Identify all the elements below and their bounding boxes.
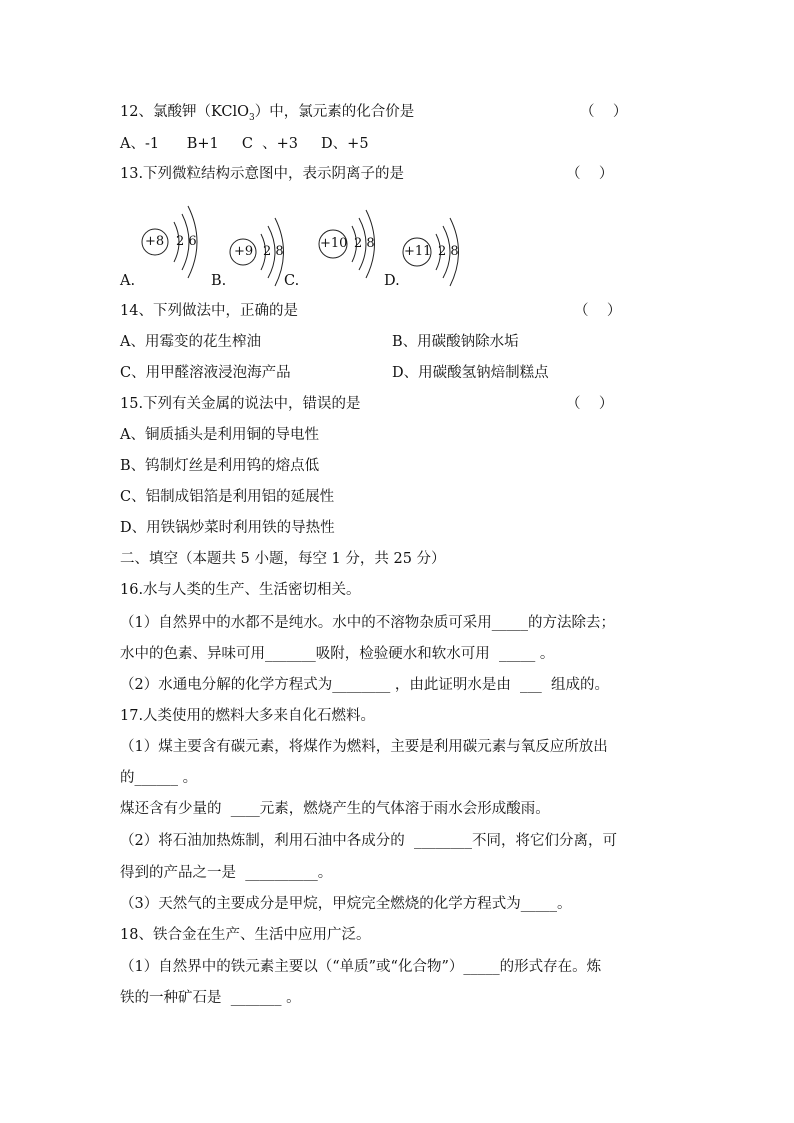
q15-option-d: D、用铁锅炒菜时利用铁的导热性 [120,520,335,536]
q18-line-2: 铁的一种矿石是 _______ 。 [120,990,301,1006]
q17-line-3: 煤还含有少量的 ____元素，燃烧产生的气体溶于雨水会形成酸雨。 [120,801,550,817]
q12-answer-paren: （ ） [580,104,628,120]
q14-stem: 14、下列做法中，正确的是 [120,303,298,319]
q12-stem: 12、氯酸钾（KClO$_3$）中，氯元素的化合价是 [120,104,415,123]
q15-answer-paren: （ ） [566,396,614,412]
option-b-label: B. [211,273,227,289]
atom-a-electrons: 2 6 [176,234,197,249]
q17-line-5: 得到的产品之一是 __________。 [120,865,333,881]
q16-line-1: （1）自然界中的水都不是纯水。水中的不溶物杂质可采用_____的方法除去； [120,615,615,631]
q14-option-d: D、用碳酸氢钠焙制糕点 [392,365,549,381]
atom-b-electrons: 2 8 [263,244,284,259]
q15-stem: 15.下列有关金属的说法中，错误的是 [120,396,361,412]
q17-line-1: （1）煤主要含有碳元素，将煤作为燃料，主要是利用碳元素与氧反应所放出 [120,739,608,755]
q17-line-2: 的______ 。 [120,770,198,786]
atom-a-nucleus-charge: +8 [145,234,165,249]
q14-option-a: A、用霉变的花生榨油 [120,334,261,350]
q16-line-3: （2）水通电分解的化学方程式为________ ，由此证明水是由 ___ 组成的。 [120,677,610,693]
q16-stem: 16.水与人类的生产、生活密切相关。 [120,582,361,598]
q17-line-6: （3）天然气的主要成分是甲烷，甲烷完全燃烧的化学方程式为_____。 [120,896,572,912]
q18-line-1: （1）自然界中的铁元素主要以（“单质”或“化合物”）_____的形式存在。炼 [120,959,602,975]
q15-option-b: B、钨制灯丝是利用钨的熔点低 [120,458,320,474]
section-2-heading: 二、填空（本题共 5 小题，每空 1 分，共 25 分） [120,551,446,567]
q14-answer-paren: （ ） [574,303,622,319]
q18-stem: 18、铁合金在生产、生活中应用广泛。 [120,927,371,943]
q17-line-4: （2）将石油加热炼制，利用石油中各成分的 ________不同，将它们分离，可 [120,833,617,849]
q12-options: A、-1 B+1 C 、+3 D、+5 [120,136,369,152]
q15-option-a: A、铜质插头是利用铜的导电性 [120,427,319,443]
q14-option-b: B、用碳酸钠除水垢 [392,334,519,350]
q15-option-c: C、铝制成铝箔是利用铝的延展性 [120,489,335,505]
atom-d-electrons: 2 8 [438,244,459,259]
option-a-label: A. [120,273,136,289]
option-c-label: C. [284,273,300,289]
q17-stem: 17.人类使用的燃料大多来自化石燃料。 [120,708,376,724]
q16-line-2: 水中的色素、异味可用_______吸附，检验硬水和软水可用 _____ 。 [120,646,555,662]
atom-c-electrons: 2 8 [354,236,375,251]
q13-stem: 13.下列微粒结构示意图中，表示阴离子的是 [120,166,405,182]
option-d-label: D. [384,273,400,289]
atom-c-nucleus-charge: +10 [320,236,348,251]
atom-b-nucleus-charge: +9 [234,244,254,259]
q13-answer-paren: （ ） [566,166,614,182]
q14-option-c: C、用甲醛溶液浸泡海产品 [120,365,291,381]
atom-d-nucleus-charge: +11 [404,244,432,259]
